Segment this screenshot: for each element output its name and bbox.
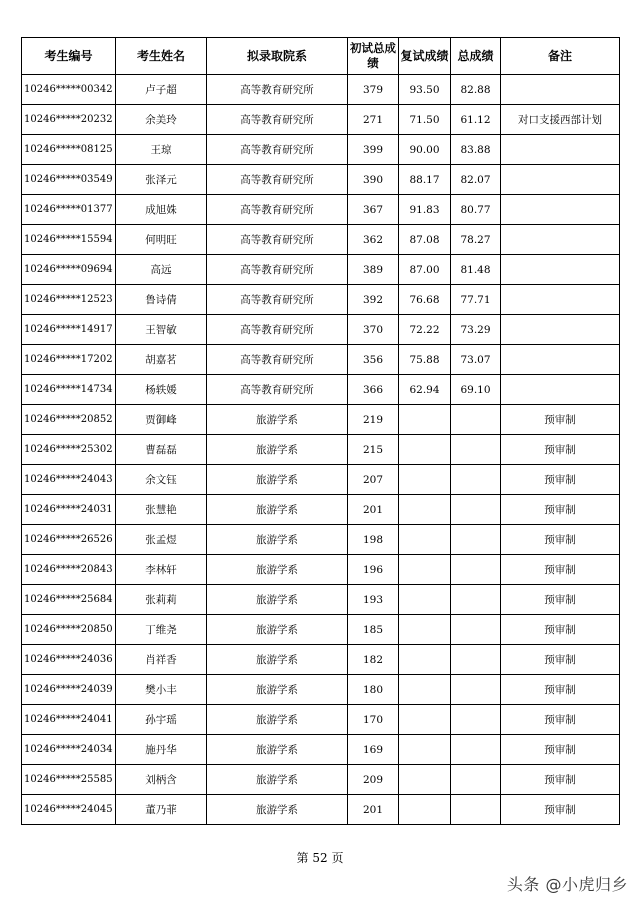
department-cell: 高等教育研究所 <box>207 375 348 405</box>
department-cell: 高等教育研究所 <box>207 105 348 135</box>
retest-score-cell: 72.22 <box>399 315 451 345</box>
table-row <box>22 195 620 225</box>
remarks-cell: 预审制 <box>501 465 620 495</box>
candidate-name-cell: 张泽元 <box>116 165 207 195</box>
initial-score-cell: 170 <box>348 705 399 735</box>
candidate-name-cell: 张莉莉 <box>116 585 207 615</box>
remarks-cell <box>501 345 620 375</box>
candidate-id-cell: 10246*****24034 <box>22 735 116 765</box>
initial-score-cell: 362 <box>348 225 399 255</box>
retest-score-cell <box>399 615 451 645</box>
initial-score-cell: 390 <box>348 165 399 195</box>
initial-score-cell: 370 <box>348 315 399 345</box>
page-number: 第 52 页 <box>296 851 344 865</box>
department-cell: 高等教育研究所 <box>207 255 348 285</box>
candidate-id-cell: 10246*****25585 <box>22 765 116 795</box>
remarks-cell: 预审制 <box>501 585 620 615</box>
candidate-name-cell: 孙宇瑶 <box>116 705 207 735</box>
retest-score-cell <box>399 795 451 825</box>
candidate-name-cell: 余文钰 <box>116 465 207 495</box>
retest-score-cell: 87.08 <box>399 225 451 255</box>
candidate-name-cell: 胡嘉茗 <box>116 345 207 375</box>
initial-score-cell: 198 <box>348 525 399 555</box>
total-score-cell: 73.07 <box>451 345 501 375</box>
candidate-name-cell: 杨轶媛 <box>116 375 207 405</box>
retest-score-cell <box>399 585 451 615</box>
candidate-id-cell: 10246*****15594 <box>22 225 116 255</box>
department-cell: 旅游学系 <box>207 435 348 465</box>
candidate-name-cell: 丁维尧 <box>116 615 207 645</box>
total-score-cell: 82.07 <box>451 165 501 195</box>
initial-score-cell: 169 <box>348 735 399 765</box>
department-cell: 旅游学系 <box>207 795 348 825</box>
table-row <box>22 255 620 285</box>
candidate-name-cell: 张慧艳 <box>116 495 207 525</box>
department-cell: 旅游学系 <box>207 585 348 615</box>
table-header-row <box>22 38 620 75</box>
table-row <box>22 225 620 255</box>
initial-score-cell: 201 <box>348 495 399 525</box>
initial-score-cell: 271 <box>348 105 399 135</box>
initial-score-cell: 367 <box>348 195 399 225</box>
candidate-name-cell: 鲁诗倩 <box>116 285 207 315</box>
table-row <box>22 615 620 645</box>
candidate-id-cell: 10246*****00342 <box>22 75 116 105</box>
department-cell: 旅游学系 <box>207 675 348 705</box>
candidate-id-cell: 10246*****09694 <box>22 255 116 285</box>
department-cell: 高等教育研究所 <box>207 135 348 165</box>
table-row <box>22 75 620 105</box>
retest-score-cell <box>399 405 451 435</box>
total-score-cell: 77.71 <box>451 285 501 315</box>
candidate-id-cell: 10246*****20850 <box>22 615 116 645</box>
total-score-cell: 82.88 <box>451 75 501 105</box>
table-row <box>22 465 620 495</box>
total-score-cell <box>451 585 501 615</box>
candidate-id-cell: 10246*****14917 <box>22 315 116 345</box>
total-score-cell <box>451 615 501 645</box>
remarks-cell: 预审制 <box>501 495 620 525</box>
table-row <box>22 705 620 735</box>
retest-score-cell: 93.50 <box>399 75 451 105</box>
retest-score-cell <box>399 435 451 465</box>
total-score-cell: 83.88 <box>451 135 501 165</box>
header-department: 拟录取院系 <box>207 38 348 75</box>
department-cell: 旅游学系 <box>207 405 348 435</box>
header-initial-score: 初试总成绩 <box>348 38 399 75</box>
candidate-id-cell: 10246*****20232 <box>22 105 116 135</box>
total-score-cell <box>451 405 501 435</box>
table-row <box>22 555 620 585</box>
total-score-cell: 73.29 <box>451 315 501 345</box>
table-row <box>22 525 620 555</box>
retest-score-cell <box>399 675 451 705</box>
candidate-name-cell: 贾御峰 <box>116 405 207 435</box>
table-row <box>22 165 620 195</box>
candidate-id-cell: 10246*****26526 <box>22 525 116 555</box>
candidate-id-cell: 10246*****01377 <box>22 195 116 225</box>
remarks-cell <box>501 315 620 345</box>
retest-score-cell: 76.68 <box>399 285 451 315</box>
retest-score-cell: 62.94 <box>399 375 451 405</box>
department-cell: 旅游学系 <box>207 615 348 645</box>
remarks-cell: 预审制 <box>501 645 620 675</box>
watermark-logo: 头条 @小虎归乡 <box>506 875 628 894</box>
department-cell: 高等教育研究所 <box>207 225 348 255</box>
candidate-name-cell: 余美玲 <box>116 105 207 135</box>
total-score-cell: 80.77 <box>451 195 501 225</box>
table-row <box>22 285 620 315</box>
initial-score-cell: 379 <box>348 75 399 105</box>
remarks-cell: 预审制 <box>501 675 620 705</box>
department-cell: 旅游学系 <box>207 465 348 495</box>
total-score-cell <box>451 495 501 525</box>
total-score-cell <box>451 675 501 705</box>
remarks-cell <box>501 195 620 225</box>
total-score-cell <box>451 645 501 675</box>
candidate-name-cell: 何明旺 <box>116 225 207 255</box>
retest-score-cell <box>399 645 451 675</box>
total-score-cell: 61.12 <box>451 105 501 135</box>
candidate-id-cell: 10246*****24039 <box>22 675 116 705</box>
candidate-id-cell: 10246*****24036 <box>22 645 116 675</box>
department-cell: 旅游学系 <box>207 495 348 525</box>
department-cell: 高等教育研究所 <box>207 285 348 315</box>
candidate-name-cell: 曹磊磊 <box>116 435 207 465</box>
remarks-cell: 预审制 <box>501 615 620 645</box>
total-score-cell: 81.48 <box>451 255 501 285</box>
candidate-id-cell: 10246*****17202 <box>22 345 116 375</box>
remarks-cell <box>501 255 620 285</box>
candidate-id-cell: 10246*****24043 <box>22 465 116 495</box>
remarks-cell: 预审制 <box>501 405 620 435</box>
department-cell: 高等教育研究所 <box>207 165 348 195</box>
table-row <box>22 675 620 705</box>
retest-score-cell: 88.17 <box>399 165 451 195</box>
candidate-id-cell: 10246*****20843 <box>22 555 116 585</box>
remarks-cell: 预审制 <box>501 705 620 735</box>
remarks-cell <box>501 375 620 405</box>
remarks-cell: 预审制 <box>501 735 620 765</box>
initial-score-cell: 201 <box>348 795 399 825</box>
initial-score-cell: 209 <box>348 765 399 795</box>
department-cell: 旅游学系 <box>207 705 348 735</box>
initial-score-cell: 182 <box>348 645 399 675</box>
department-cell: 高等教育研究所 <box>207 75 348 105</box>
table-row <box>22 585 620 615</box>
initial-score-cell: 392 <box>348 285 399 315</box>
remarks-cell: 预审制 <box>501 435 620 465</box>
total-score-cell <box>451 765 501 795</box>
candidate-name-cell: 李林轩 <box>116 555 207 585</box>
remarks-cell <box>501 285 620 315</box>
table-row <box>22 405 620 435</box>
table-row <box>22 765 620 795</box>
initial-score-cell: 366 <box>348 375 399 405</box>
total-score-cell: 78.27 <box>451 225 501 255</box>
remarks-cell <box>501 135 620 165</box>
remarks-cell <box>501 165 620 195</box>
candidate-id-cell: 10246*****24045 <box>22 795 116 825</box>
candidate-id-cell: 10246*****25684 <box>22 585 116 615</box>
retest-score-cell <box>399 765 451 795</box>
initial-score-cell: 219 <box>348 405 399 435</box>
total-score-cell <box>451 525 501 555</box>
department-cell: 高等教育研究所 <box>207 345 348 375</box>
candidate-id-cell: 10246*****03549 <box>22 165 116 195</box>
header-candidate-id: 考生编号 <box>22 38 116 75</box>
retest-score-cell <box>399 555 451 585</box>
remarks-cell <box>501 225 620 255</box>
table-row <box>22 375 620 405</box>
total-score-cell <box>451 705 501 735</box>
total-score-cell <box>451 555 501 585</box>
candidate-id-cell: 10246*****12523 <box>22 285 116 315</box>
total-score-cell <box>451 735 501 765</box>
initial-score-cell: 193 <box>348 585 399 615</box>
initial-score-cell: 180 <box>348 675 399 705</box>
retest-score-cell <box>399 735 451 765</box>
remarks-cell: 预审制 <box>501 765 620 795</box>
initial-score-cell: 196 <box>348 555 399 585</box>
initial-score-cell: 356 <box>348 345 399 375</box>
candidate-name-cell: 高远 <box>116 255 207 285</box>
candidate-name-cell: 樊小丰 <box>116 675 207 705</box>
remarks-cell <box>501 75 620 105</box>
candidate-name-cell: 卢子超 <box>116 75 207 105</box>
table-row <box>22 315 620 345</box>
header-remarks: 备注 <box>501 38 620 75</box>
retest-score-cell <box>399 465 451 495</box>
candidate-id-cell: 10246*****20852 <box>22 405 116 435</box>
initial-score-cell: 215 <box>348 435 399 465</box>
candidate-id-cell: 10246*****24031 <box>22 495 116 525</box>
candidate-name-cell: 肖祥香 <box>116 645 207 675</box>
department-cell: 高等教育研究所 <box>207 195 348 225</box>
initial-score-cell: 399 <box>348 135 399 165</box>
retest-score-cell: 75.88 <box>399 345 451 375</box>
remarks-cell: 预审制 <box>501 525 620 555</box>
retest-score-cell: 91.83 <box>399 195 451 225</box>
candidate-name-cell: 董乃菲 <box>116 795 207 825</box>
retest-score-cell: 90.00 <box>399 135 451 165</box>
table-row <box>22 435 620 465</box>
table-body <box>22 75 620 825</box>
remarks-cell: 对口支援西部计划 <box>501 105 620 135</box>
candidate-id-cell: 10246*****24041 <box>22 705 116 735</box>
header-candidate-name: 考生姓名 <box>116 38 207 75</box>
department-cell: 旅游学系 <box>207 645 348 675</box>
candidate-name-cell: 王琼 <box>116 135 207 165</box>
retest-score-cell <box>399 495 451 525</box>
retest-score-cell <box>399 705 451 735</box>
department-cell: 旅游学系 <box>207 555 348 585</box>
candidate-id-cell: 10246*****08125 <box>22 135 116 165</box>
candidate-id-cell: 10246*****25302 <box>22 435 116 465</box>
candidate-name-cell: 成旭姝 <box>116 195 207 225</box>
department-cell: 旅游学系 <box>207 525 348 555</box>
total-score-cell <box>451 435 501 465</box>
candidate-id-cell: 10246*****14734 <box>22 375 116 405</box>
total-score-cell: 69.10 <box>451 375 501 405</box>
department-cell: 旅游学系 <box>207 735 348 765</box>
initial-score-cell: 185 <box>348 615 399 645</box>
table-row <box>22 795 620 825</box>
retest-score-cell <box>399 525 451 555</box>
department-cell: 旅游学系 <box>207 765 348 795</box>
header-retest-score: 复试成绩 <box>399 38 451 75</box>
initial-score-cell: 389 <box>348 255 399 285</box>
retest-score-cell: 87.00 <box>399 255 451 285</box>
remarks-cell: 预审制 <box>501 795 620 825</box>
table-row <box>22 135 620 165</box>
total-score-cell <box>451 795 501 825</box>
remarks-cell: 预审制 <box>501 555 620 585</box>
table-row <box>22 735 620 765</box>
candidate-name-cell: 刘柄含 <box>116 765 207 795</box>
candidate-name-cell: 张孟煜 <box>116 525 207 555</box>
table-row <box>22 495 620 525</box>
table-row <box>22 345 620 375</box>
initial-score-cell: 207 <box>348 465 399 495</box>
total-score-cell <box>451 465 501 495</box>
candidate-name-cell: 王智敏 <box>116 315 207 345</box>
retest-score-cell: 71.50 <box>399 105 451 135</box>
department-cell: 高等教育研究所 <box>207 315 348 345</box>
admission-list-table <box>21 37 620 825</box>
table-row <box>22 105 620 135</box>
header-total-score: 总成绩 <box>451 38 501 75</box>
candidate-name-cell: 施丹华 <box>116 735 207 765</box>
table-row <box>22 645 620 675</box>
